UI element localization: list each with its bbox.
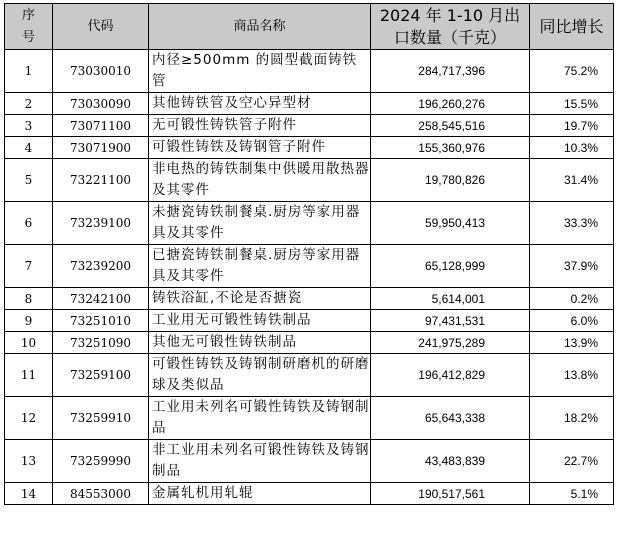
row-name: 金属轧机用轧辊	[149, 483, 371, 505]
row-index: 5	[5, 159, 53, 202]
table-row	[5, 288, 614, 310]
row-code: 73251090	[53, 332, 149, 354]
row-index: 2	[5, 93, 53, 115]
row-growth: 31.4%	[530, 159, 614, 202]
row-name: 其他无可锻性铸铁制品	[149, 332, 371, 354]
row-index: 11	[5, 354, 53, 397]
row-code: 73030010	[53, 50, 149, 93]
row-name: 铸铁浴缸,不论是否搪瓷	[149, 288, 371, 310]
table-row	[5, 93, 614, 115]
export-table	[4, 3, 614, 505]
row-name: 工业用无可锻性铸铁制品	[149, 310, 371, 332]
row-code: 73030090	[53, 93, 149, 115]
row-name: 未搪瓷铸铁制餐桌.厨房等家用器具及其零件	[149, 202, 371, 245]
row-code: 73239100	[53, 202, 149, 245]
row-index: 7	[5, 245, 53, 288]
row-code: 73242100	[53, 288, 149, 310]
row-code: 73259100	[53, 354, 149, 397]
row-name: 无可锻性铸铁管子附件	[149, 115, 371, 137]
header-growth: 同比增长	[530, 4, 614, 50]
row-qty: 59,950,413	[371, 202, 530, 245]
header-index: 序 号	[5, 4, 53, 50]
row-index: 3	[5, 115, 53, 137]
row-growth: 37.9%	[530, 245, 614, 288]
row-qty: 196,260,276	[371, 93, 530, 115]
table-row	[5, 310, 614, 332]
row-code: 73259990	[53, 440, 149, 483]
table-row	[5, 354, 614, 397]
row-index: 12	[5, 397, 53, 440]
table-row	[5, 440, 614, 483]
row-index: 6	[5, 202, 53, 245]
row-qty: 258,545,516	[371, 115, 530, 137]
row-qty: 65,643,338	[371, 397, 530, 440]
row-qty: 65,128,999	[371, 245, 530, 288]
row-code: 73259910	[53, 397, 149, 440]
row-qty: 190,517,561	[371, 483, 530, 505]
row-growth: 19.7%	[530, 115, 614, 137]
row-index: 8	[5, 288, 53, 310]
row-code: 73251010	[53, 310, 149, 332]
row-qty: 241,975,289	[371, 332, 530, 354]
row-qty: 19,780,826	[371, 159, 530, 202]
header-export-qty: 2024 年 1-10 月出 口数量（千克）	[371, 4, 530, 50]
table-row	[5, 50, 614, 93]
row-name: 可锻性铸铁及铸钢制研磨机的研磨球及类似品	[149, 354, 371, 397]
row-name: 工业用未列名可锻性铸铁及铸钢制品	[149, 397, 371, 440]
row-qty: 43,483,839	[371, 440, 530, 483]
row-code: 84553000	[53, 483, 149, 505]
row-name: 非电热的铸铁制集中供暖用散热器及其零件	[149, 159, 371, 202]
row-qty: 97,431,531	[371, 310, 530, 332]
table-row	[5, 245, 614, 288]
table-row	[5, 332, 614, 354]
row-name: 其他铸铁管及空心异型材	[149, 93, 371, 115]
row-index: 10	[5, 332, 53, 354]
table-row	[5, 115, 614, 137]
row-name: 非工业用未列名可锻性铸铁及铸钢制品	[149, 440, 371, 483]
row-index: 14	[5, 483, 53, 505]
row-qty: 284,717,396	[371, 50, 530, 93]
row-growth: 10.3%	[530, 137, 614, 159]
row-name: 可锻性铸铁及铸钢管子附件	[149, 137, 371, 159]
row-qty: 155,360,976	[371, 137, 530, 159]
row-index: 13	[5, 440, 53, 483]
row-index: 9	[5, 310, 53, 332]
row-qty: 196,412,829	[371, 354, 530, 397]
row-code: 73071900	[53, 137, 149, 159]
row-growth: 75.2%	[530, 50, 614, 93]
row-code: 73239200	[53, 245, 149, 288]
row-growth: 33.3%	[530, 202, 614, 245]
row-code: 73071100	[53, 115, 149, 137]
row-qty: 5,614,001	[371, 288, 530, 310]
row-growth: 13.9%	[530, 332, 614, 354]
header-name: 商品名称	[149, 4, 371, 50]
table-row	[5, 137, 614, 159]
table-row	[5, 159, 614, 202]
header-row	[5, 4, 614, 50]
header-code: 代码	[53, 4, 149, 50]
table-row	[5, 397, 614, 440]
table-body	[5, 50, 614, 505]
row-growth: 0.2%	[530, 288, 614, 310]
row-growth: 18.2%	[530, 397, 614, 440]
row-growth: 22.7%	[530, 440, 614, 483]
row-name: 已搪瓷铸铁制餐桌.厨房等家用器具及其零件	[149, 245, 371, 288]
row-growth: 5.1%	[530, 483, 614, 505]
row-growth: 6.0%	[530, 310, 614, 332]
row-code: 73221100	[53, 159, 149, 202]
row-name: 内径≥500mm 的圆型截面铸铁管	[149, 50, 371, 93]
row-growth: 15.5%	[530, 93, 614, 115]
table-row	[5, 202, 614, 245]
row-index: 1	[5, 50, 53, 93]
row-index: 4	[5, 137, 53, 159]
table-row	[5, 483, 614, 505]
row-growth: 13.8%	[530, 354, 614, 397]
